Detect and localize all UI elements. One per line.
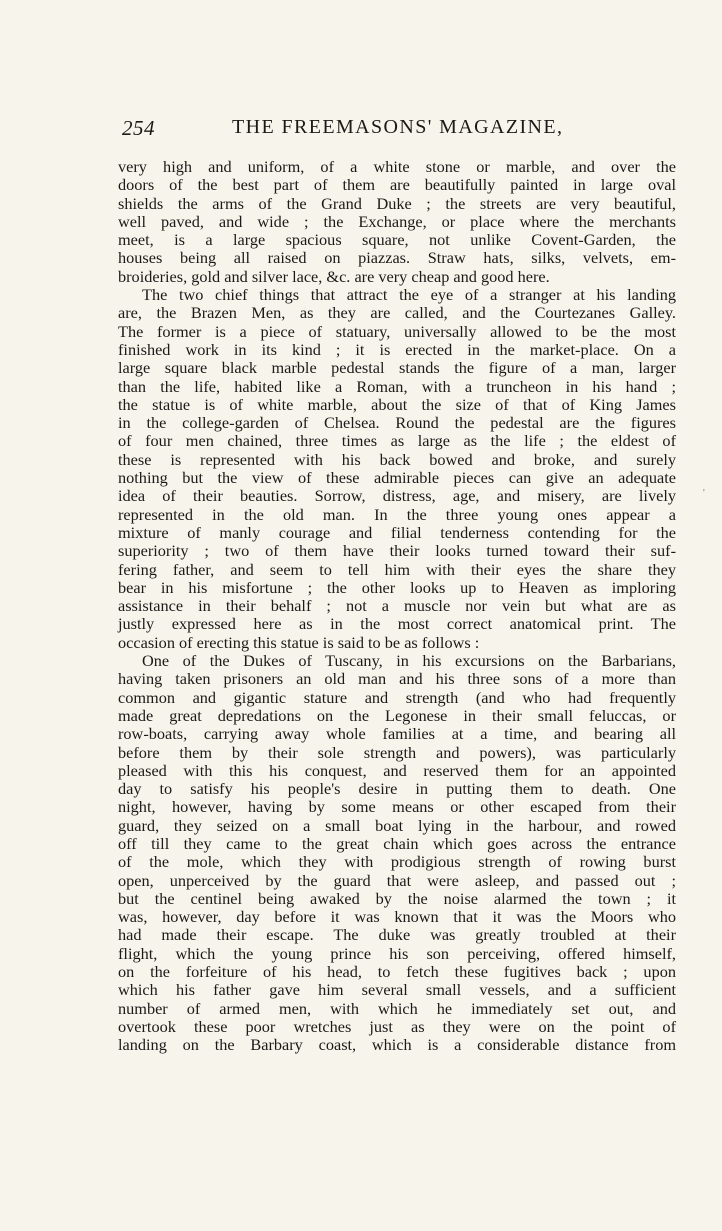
text-line: the statue is of white marble, about the size of that of King James — [118, 394, 676, 414]
text-line: but the centinel being awaked by the noise alarmed the town ; it — [118, 888, 676, 908]
body-text — [118, 158, 676, 1055]
text-line: night, however, having by some means or other escaped from their — [118, 797, 676, 817]
text-line: are, the Brazen Men, as they are called, and the Courtezanes Galley. — [118, 303, 676, 323]
text-line: well paved, and wide ; the Exchange, or place where the merchants — [118, 211, 676, 231]
text-line: on the forfeiture of his head, to fetch these fugitives back ; upon — [118, 962, 676, 982]
text-line: of four men chained, three times as large as the life ; the eldest of — [118, 431, 676, 451]
text-line: occasion of erecting this statue is said to be as follows : — [118, 632, 480, 652]
text-line: The two chief things that attract the eye of a stranger at his landing — [142, 285, 676, 305]
text-line: than the life, habited like a Roman, with a truncheon in his hand ; — [118, 376, 676, 396]
text-line: flight, which the young prince his son perceiving, offered himself, — [118, 943, 676, 963]
text-line: common and gigantic stature and strength (and who had frequently — [118, 687, 676, 707]
text-line: One of the Dukes of Tuscany, in his excursions on the Barbarians, — [142, 651, 676, 671]
text-line: very high and uniform, of a white stone or marble, and over the — [118, 157, 676, 176]
text-line: fering father, and seem to tell him with their eyes the share they — [118, 559, 676, 579]
text-line: was, however, day before it was known that it was the Moors who — [118, 907, 676, 927]
page-header — [122, 110, 682, 142]
text-line: nothing but the view of these admirable pieces can give an adequate — [118, 468, 676, 488]
text-line: had made their escape. The duke was greatly troubled at their — [118, 925, 676, 945]
text-line: finished work in its kind ; it is erected in the market-place. On a — [118, 339, 676, 359]
text-line: these is represented with his back bowed and broke, and surely — [118, 449, 676, 469]
text-line: which his father gave him several small vessels, and a sufficient — [118, 980, 676, 1000]
text-line: overtook these poor wretches just as they were on the point of — [118, 1016, 676, 1036]
text-line: off till they came to the great chain which goes across the entrance — [118, 833, 676, 853]
text-line: large square black marble pedestal stands the figure of a man, larger — [118, 358, 676, 378]
text-line: idea of their beauties. Sorrow, distress, age, and misery, are lively — [118, 486, 676, 506]
text-line: landing on the Barbary coast, which is a considerable distance from — [118, 1035, 676, 1055]
text-line: The former is a piece of statuary, universally allowed to be the most — [118, 321, 676, 341]
text-line: guard, they seized on a small boat lying in the harbour, and rowed — [118, 815, 676, 835]
running-title: THE FREEMASONS' MAGAZINE, — [232, 116, 564, 138]
text-line: before them by their sole strength and powers), was particularly — [118, 742, 676, 762]
text-line: made great depredations on the Legonese in their small feluccas, or — [118, 705, 676, 725]
text-line: mixture of manly courage and filial tenderness contending for the — [118, 522, 676, 542]
text-line: doors of the best part of them are beautifully painted in large oval — [118, 175, 676, 195]
text-line: in the college-garden of Chelsea. Round the pedestal are the figures — [118, 413, 676, 433]
text-line: superiority ; two of them have their looks turned toward their suf- — [118, 541, 676, 561]
text-line: represented in the old man. In the three young ones appear a — [118, 504, 676, 524]
text-line: shields the arms of the Grand Duke ; the streets are very beautiful, — [118, 193, 676, 213]
text-line: day to satisfy his people's desire in putting them to death. One — [118, 779, 676, 799]
margin-mark: ' — [703, 488, 705, 499]
text-line: having taken prisoners an old man and his three sons of a more than — [118, 669, 676, 689]
text-line: houses being all raised on piazzas. Straw hats, silks, velvets, em- — [118, 248, 676, 268]
text-line: meet, is a large spacious square, not unlike Covent-Garden, the — [118, 230, 676, 250]
text-line: row-boats, carrying away whole families at a time, and bearing all — [118, 724, 676, 744]
text-line: open, unperceived by the guard that were asleep, and passed out ; — [118, 870, 676, 890]
text-line: broideries, gold and silver lace, &c. are very cheap and good here. — [118, 266, 550, 286]
text-line: pleased with this his conquest, and reserved them for an appointed — [118, 760, 676, 780]
text-line: bear in his misfortune ; the other looks up to Heaven as imploring — [118, 577, 676, 597]
page-number: 254 — [122, 116, 155, 140]
text-line: assistance in their behalf ; not a muscle nor vein but what are as — [118, 596, 676, 616]
text-line: number of armed men, with which he immediately set out, and — [118, 998, 676, 1018]
text-line: justly expressed here as in the most correct anatomical print. The — [118, 614, 676, 634]
text-line: of the mole, which they with prodigious strength of rowing burst — [118, 852, 676, 872]
